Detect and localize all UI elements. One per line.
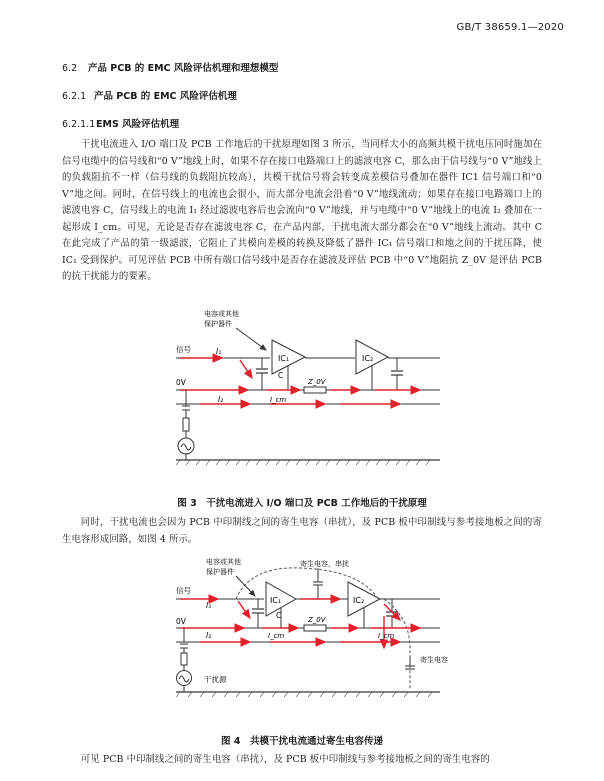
section-title: 产品 PCB 的 EMC 风险评估机理和理想模型 [88,63,279,74]
paragraph-1 [62,137,542,286]
section-number: 6.2 [62,63,78,74]
i2-label: I₂ [206,631,212,640]
paragraph-text: 可见 PCB 中印制线之间的寄生电容（串扰），及 PCB 板中印制线与参考接地板之间的寄生电容的 [80,754,490,765]
icm2-label: I_cm [378,632,395,640]
source-resistor [181,653,187,665]
parasitic-capacitance-label: 寄生电容 [420,656,448,664]
source-label: 干扰源 [204,675,227,684]
i1-label: I₁ [216,347,222,356]
ic2-label: IC₂ [362,354,374,363]
section-heading-6-2-1-1 [62,116,179,130]
section-title: 产品 PCB 的 EMC 风险评估机理 [94,91,237,102]
source-resistor [183,418,189,431]
icm-label: I_cm [270,396,287,404]
ic1-label: IC₁ [278,354,290,363]
figure-3-caption: 图 3 干扰电流进入 I/O 端口及 PCB 工作地后的干扰原理 [177,498,427,509]
figure-4-caption: 图 4 共模干扰电流通过寄生电容传递 [221,736,383,747]
z0v-impedance [304,387,326,393]
i1-label: I₁ [206,601,212,610]
cap-note-line2: 保护器件 [206,568,234,576]
z0v-label: Z_0V [308,378,326,386]
standard-code: GB/T 38659.1—2020 [456,22,564,33]
cap-note-line1: 电容或其他 [206,558,241,566]
paragraph-2 [62,515,542,548]
z0v-label: Z_0V [308,616,326,624]
c-label: C [276,611,282,620]
section-heading-6-2 [62,60,278,74]
paragraph-3 [62,752,542,769]
section-title: EMS 风险评估机理 [96,119,180,130]
ground-label: 0V [176,617,186,626]
icm-label: I_cm [268,632,285,640]
paragraph-text: 干扰电流进入 I/O 端口及 PCB 工作地后的干扰原理如图 3 所示，当同样大小的高频共模干扰电压同时施加在信号电缆中的信号线和“0 V”地线上时，如果不存在接口电路端口上的滤波电容 C，那么由于信号线与“0 V”地线上的负载阻抗不一样（信号线的负载阻抗较高），共模干扰信号将会转变成差模信号叠加在器件 IC1 信号端口和“0 V”地之间。同时，在信号线上的电流也会很小，而大部分电流会沿着“0 V”地线流动；如果存在接口电路端口上的滤波电容 C，信号线上的电流 I₁ 经过滤波电容后也会流向“0 V”地线，并与电缆中“0 V”地线上的电流 I₂ 叠加在一起形成 I_cm。可见，无论是否存在滤波电容 C，在产品内部，干扰电流大部分都会在“0 V”地线上流动。其中 C 在此完成了产品的第一级滤波，它阻止了共模向差模的转换及降低了器件 IC₁ 信号端口和地之间的干扰压降，使 IC₁ 受到保护。可见评估 PCB 中所有端口信号线中是否存在滤波及评估 PCB 中“0 V”地阻抗 Z_0V 是评估 PCB 的抗干扰能力的要素。 [62,139,542,282]
signal-label: 信号 [176,586,191,595]
z0v-impedance [304,625,326,631]
crosstalk-label: 寄生电容，串扰 [300,560,349,568]
i2-label: I₂ [218,395,224,404]
figure-4-diagram [0,558,604,708]
current-i1-cap-arrow [240,360,252,378]
parasitic-dashed-path [384,599,410,690]
section-number: 6.2.1.1 [62,119,96,130]
ground-label: 0V [176,378,186,387]
section-heading-6-2-1 [62,88,237,102]
cap-note-line2: 保护器件 [204,320,232,328]
c-label: C [278,371,284,380]
paragraph-text: 同时，干扰电流也会因为 PCB 中印制线之间的寄生电容（串扰），及 PCB 板中印制线与参考接地板之间的寄生电容形成回路，如图 4 所示。 [62,517,542,545]
cap-note-line1: 电容或其他 [204,310,239,318]
section-number: 6.2.1 [62,91,87,102]
signal-label: 信号 [176,345,191,354]
ic1-label: IC₁ [270,596,282,605]
ic2-label: IC₂ [353,596,365,605]
figure-3-diagram [0,308,604,483]
